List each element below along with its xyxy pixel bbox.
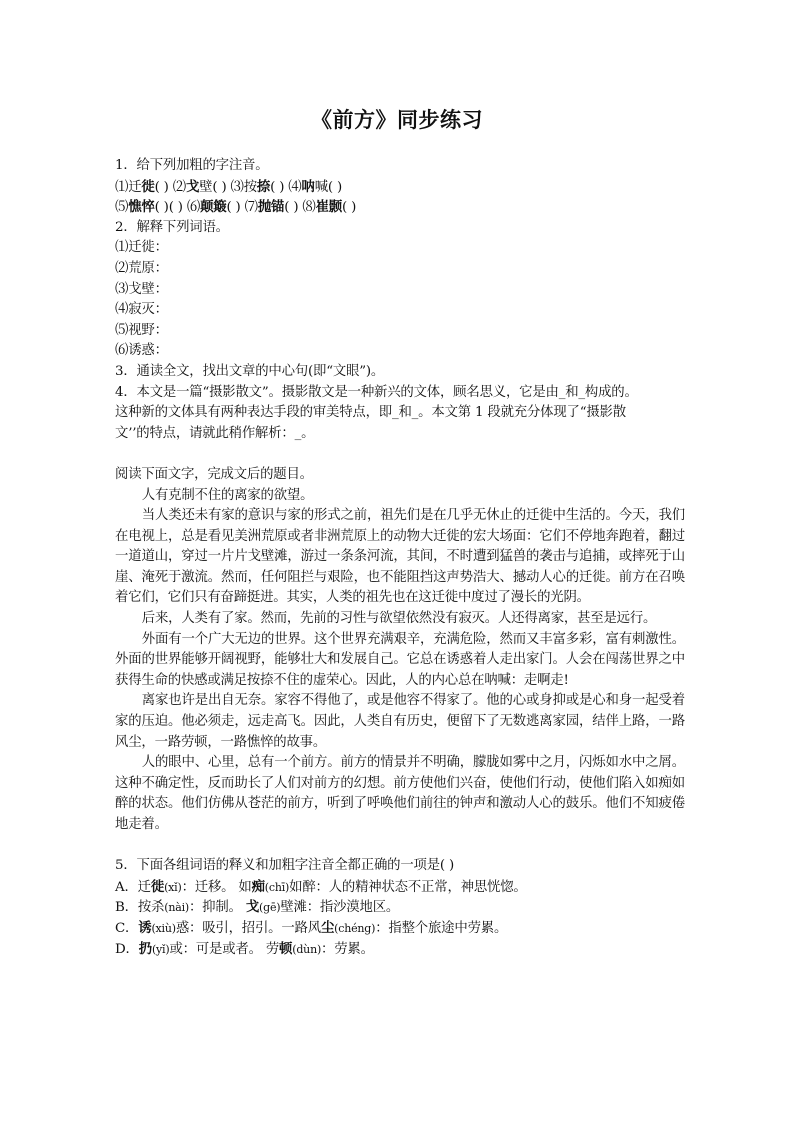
- pinyin-item: ⑸憔悴( )( ): [115, 199, 183, 216]
- q2-item: ⑹诱惑：: [115, 343, 168, 359]
- bold-character: 扔: [138, 940, 152, 957]
- pinyin-item: ⑷呐喊( ): [288, 178, 342, 195]
- option-text: C．: [115, 920, 139, 936]
- pinyin-annotation: (gē): [259, 901, 281, 915]
- pinyin-annotation: (chéng): [334, 921, 376, 935]
- pinyin-annotation: (dùn): [292, 942, 322, 956]
- q4-line: 文’’的特点，请就此稍作解析：_。: [115, 425, 315, 441]
- option-text: 壁滩：指沙漠地区。: [280, 900, 400, 916]
- pinyin-item: ⑵戈壁( ): [172, 178, 227, 195]
- option-text: A．迁: [115, 879, 151, 895]
- q2-item: ⑷寂灭：: [115, 302, 168, 318]
- reading-paragraph: 当人类还未有家的意识与家的形式之前，祖先们是在几乎无休止的迁徙中生活的。今天，我们在电视上，总是看见美洲荒原或者非洲荒原上的动物大迁徙的宏大场面：它们不停地奔跑着，翻过一道道山，穿过一片片戈壁滩，游过一条条河流，其间，不时遭到猛兽的袭击与追捕，或摔死于山崖、淹死于激流。然而，任何阻拦与艰险，也不能阻挡这声势浩大、撼动人心的迁徙。前方在召唤着它们，它们只有奋蹄挺进。其实，人类的祖先也在这迁徙中度过了漫长的光阴。: [115, 508, 685, 606]
- option-text: 杀: [151, 900, 165, 916]
- bold-character: 顿: [279, 940, 293, 957]
- option-text: ：劳累。: [321, 941, 374, 957]
- bold-character: 戈: [245, 899, 260, 916]
- pinyin-annotation: (xiù): [151, 921, 176, 935]
- q5-option-c: [115, 918, 685, 939]
- bold-character: 诱: [138, 919, 152, 936]
- option-text: ：指整个旅途中劳累。: [375, 920, 508, 936]
- option-text: D．: [115, 941, 139, 957]
- reading-paragraph: 后来，人类有了家。然而，先前的习性与欲望依然没有寂灭。人还得离家，甚至是远行。: [141, 611, 657, 627]
- reading-intro: 阅读下面文字，完成文后的题目。: [115, 466, 313, 482]
- q2-item: ⑴迁徙：: [115, 240, 168, 256]
- pinyin-item: ⑺抛锚( ): [244, 199, 299, 216]
- q5-option-d: [115, 939, 685, 960]
- option-text: 惑：吸引，招引。一路风: [175, 920, 321, 936]
- pinyin-annotation: (chī): [264, 880, 290, 894]
- bold-character: 捺: [256, 178, 271, 195]
- q2-heading: 2．解释下列词语。: [115, 219, 229, 235]
- spacer: [115, 444, 685, 465]
- reading-paragraph: 人有克制不住的离家的欲望。: [141, 487, 314, 503]
- bold-character: 痴: [251, 878, 265, 895]
- q2-item: ⑸视野：: [115, 322, 168, 338]
- option-text: ：迁移。 如: [181, 879, 252, 895]
- option-text: 如醉：人的精神状态不正常，神思恍惚。: [289, 879, 527, 895]
- q4-line: 这种新的文体具有两种表达手段的审美特点，即_和_。本文第 1 段就充分体现了“摄影散: [115, 405, 626, 421]
- page-title: 《前方》同步练习: [311, 108, 483, 132]
- bold-character: 尘: [320, 919, 335, 936]
- q1-row-2: [115, 197, 685, 218]
- option-text: B．按: [115, 900, 152, 916]
- bold-character: 呐: [301, 178, 315, 195]
- pinyin-item: ⑻崔颢( ): [302, 199, 357, 216]
- q1-heading: 1．给下列加粗的字注音。: [115, 158, 269, 173]
- bold-character: 徙: [150, 878, 165, 895]
- q2-item: ⑶戈壁：: [115, 281, 168, 297]
- pinyin-annotation: (nài): [164, 901, 189, 915]
- q5-option-b: [115, 897, 685, 918]
- q1-row-1: [115, 177, 685, 198]
- pinyin-annotation: (xǐ): [164, 880, 182, 894]
- option-text: ：抑制。: [188, 900, 246, 916]
- reading-paragraph: 离家也许是出自无奈。家容不得他了，或是他容不得家了。他的心或身抑或是心和身一起受着家的压迫。他必须走，远走高飞。因此，人类自有历史，便留下了无数逃离家园，结伴上路，一路风尘，一路劳顿，一路憔悴的故事。: [115, 693, 685, 750]
- q2-item: ⑵荒原：: [115, 260, 168, 276]
- q5-option-a: [115, 877, 685, 898]
- spacer: [115, 836, 685, 857]
- q3-question: 3．通读全文，找出文章的中心句(即“文眼”)。: [115, 363, 385, 379]
- bold-character: 戈: [185, 178, 200, 195]
- pinyin-item: ⑴迁徙( ): [115, 178, 169, 195]
- q5-heading: 5．下面各组词语的释义和加粗字注音全都正确的一项是( ): [115, 858, 454, 874]
- bold-character: 崔颢: [315, 199, 342, 216]
- option-text: 或：可是或者。 劳: [169, 941, 280, 957]
- pinyin-item: ⑹颠簸( ): [186, 199, 241, 216]
- bold-character: 徙: [141, 178, 155, 195]
- exercise-body: [115, 156, 685, 959]
- bold-character: 抛锚: [257, 199, 285, 216]
- reading-paragraph: 人的眼中、心里，总有一个前方。前方的情景并不明确，朦胧如雾中之月，闪烁如水中之屑。这种不确定性，反而助长了人们对前方的幻想。前方使他们兴奋，使他们行动，使他们陷入如痴如醉的状态。他们仿佛从苍茫的前方，听到了呼唤他们前往的钟声和激动人心的鼓乐。他们不知疲倦地走着。: [115, 755, 685, 832]
- reading-paragraph: 外面有一个广大无边的世界。这个世界充满艰辛，充满危险，然而又丰富多彩，富有刺激性。外面的世界能够开阔视野，能够壮大和发展自己。它总在诱惑着人走出家门。人会在闯荡世界之中获得生命的快感或满足按捺不住的虚荣心。因此，人的内心总在呐喊：走啊走!: [115, 631, 685, 688]
- pinyin-annotation: (yǐ): [151, 942, 170, 956]
- bold-character: 憔悴: [128, 199, 155, 216]
- q4-line: 4．本文是一篇“摄影散文”。摄影散文是一种新兴的文体，顾名思义，它是由_和_构成的。: [115, 384, 638, 400]
- pinyin-item: ⑶按捺( ): [230, 178, 285, 195]
- bold-character: 颠簸: [200, 199, 227, 216]
